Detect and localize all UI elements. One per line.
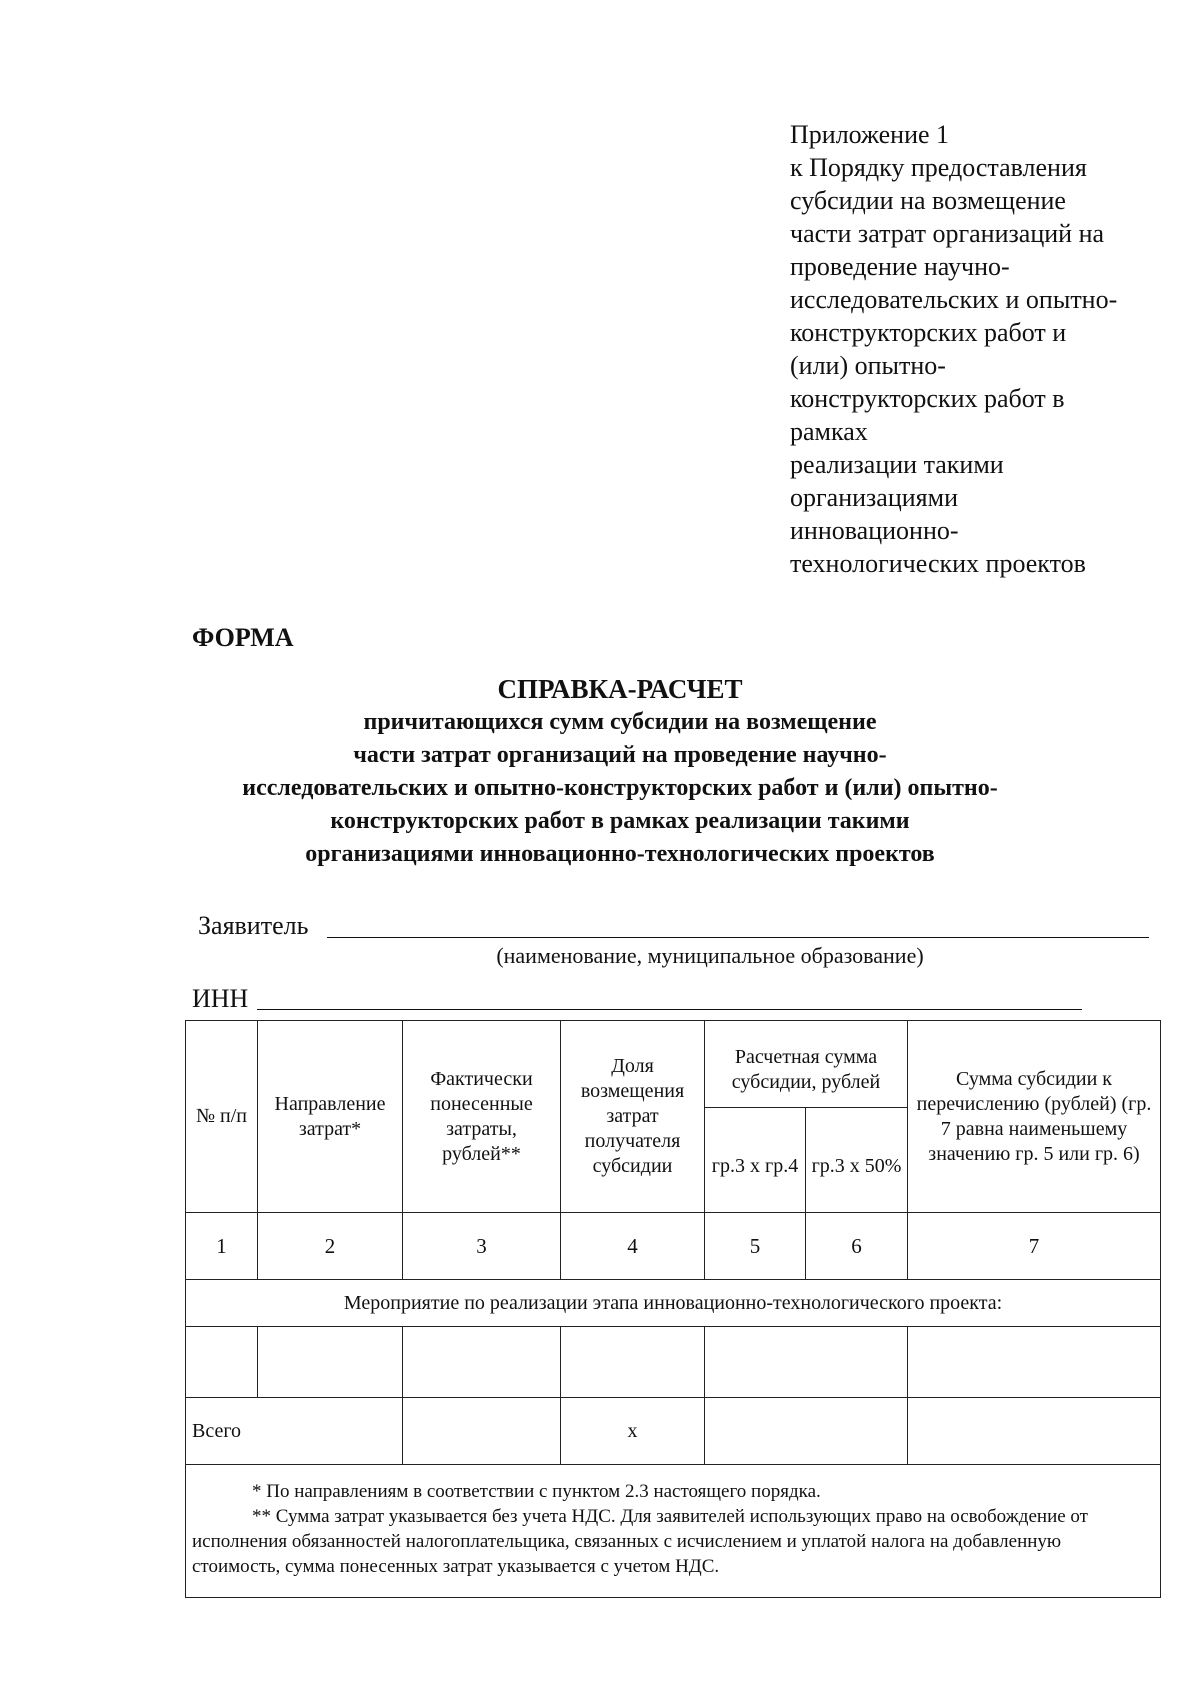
title-line: конструкторских работ в рамках реализации такими — [330, 808, 910, 834]
table-header-row — [186, 1021, 1161, 1108]
table-cell[interactable] — [705, 1398, 908, 1465]
table-notes-row — [186, 1465, 1161, 1598]
appendix-line: (или) опытно- — [790, 351, 946, 380]
total-label: Всего — [186, 1398, 403, 1465]
col-number: 1 — [186, 1213, 258, 1280]
title-main: СПРАВКА-РАСЧЕТ — [497, 674, 743, 704]
col-number: 5 — [705, 1213, 806, 1280]
col-number: 2 — [258, 1213, 403, 1280]
header-share: Доля возмещения затрат получателя субсидии — [561, 1021, 705, 1213]
header-subsidy-sum: Сумма субсидии к перечислению (рублей) (гр. 7 равна наименьшему значению гр. 5 или гр. 6) — [908, 1021, 1161, 1213]
appendix-note — [790, 118, 1170, 580]
title-line: части затрат организаций на проведение научно- — [353, 742, 887, 768]
applicant-field[interactable] — [327, 937, 1149, 938]
form-label: ФОРМА — [192, 623, 294, 652]
col-number: 3 — [403, 1213, 561, 1280]
appendix-line: реализации такими — [790, 450, 1004, 479]
appendix-line: конструкторских работ в — [790, 384, 1065, 413]
footnotes — [186, 1465, 1161, 1598]
table-cell[interactable] — [908, 1398, 1161, 1465]
col-number: 7 — [908, 1213, 1161, 1280]
table-cell[interactable] — [403, 1327, 561, 1398]
header-col5: гр.3 х гр.4 — [705, 1108, 806, 1213]
table-cell[interactable] — [705, 1327, 908, 1398]
header-actual-costs: Фактически понесенные затраты, рублей** — [403, 1021, 561, 1213]
col-number: 4 — [561, 1213, 705, 1280]
table-total-row — [186, 1398, 1161, 1465]
appendix-line: исследовательских и опытно- — [790, 285, 1118, 314]
header-direction: Направление затрат* — [258, 1021, 403, 1213]
appendix-line: конструкторских работ и — [790, 318, 1067, 347]
col-number: 6 — [806, 1213, 908, 1280]
header-number: № п/п — [186, 1021, 258, 1213]
calculation-table — [185, 1020, 1161, 1598]
title-line: исследовательских и опытно-конструкторских работ и (или) опытно- — [242, 775, 998, 801]
table-cell[interactable] — [403, 1398, 561, 1465]
appendix-line: части затрат организаций на — [790, 219, 1105, 248]
appendix-line: инновационно- — [790, 516, 959, 545]
table-row — [186, 1327, 1161, 1398]
footnote: ** Сумма затрат указывается без учета НДС. Для заявителей использующих право на освобождение от исполнения обязанностей налогоплательщика, связанных с исчислением и уплатой налога на добавленную стоимость, сумма понесенных затрат указывается с учетом НДС. — [192, 1506, 1088, 1577]
header-col6: гр.3 х 50% — [806, 1108, 908, 1213]
appendix-line: субсидии на возмещение — [790, 186, 1066, 215]
total-x: х — [561, 1398, 705, 1465]
appendix-line: технологических проектов — [790, 549, 1086, 578]
header-calculated-sum: Расчетная сумма субсидии, рублей — [705, 1021, 908, 1108]
appendix-line: Приложение 1 — [790, 120, 950, 149]
inn-field[interactable] — [257, 1009, 1082, 1010]
table-event-row — [186, 1280, 1161, 1327]
table-cell[interactable] — [258, 1327, 403, 1398]
applicant-hint: (наименование, муниципальное образование) — [496, 943, 924, 968]
table-cell[interactable] — [908, 1327, 1161, 1398]
table-cell[interactable] — [186, 1327, 258, 1398]
appendix-line: к Порядку предоставления — [790, 153, 1087, 182]
table-number-row — [186, 1213, 1161, 1280]
appendix-line: организациями — [790, 483, 958, 512]
title-line: причитающихся сумм субсидии на возмещение — [363, 709, 877, 735]
inn-label: ИНН — [192, 984, 249, 1013]
appendix-line: рамках — [790, 417, 868, 446]
applicant-label: Заявитель — [198, 911, 309, 940]
appendix-line: проведение научно- — [790, 252, 1010, 281]
document-title — [180, 672, 1060, 871]
event-label: Мероприятие по реализации этапа инновационно-технологического проекта: — [186, 1280, 1161, 1327]
table-cell[interactable] — [561, 1327, 705, 1398]
footnote: * По направлениям в соответствии с пунктом 2.3 настоящего порядка. — [252, 1481, 821, 1502]
title-line: организациями инновационно-технологических проектов — [305, 841, 935, 867]
